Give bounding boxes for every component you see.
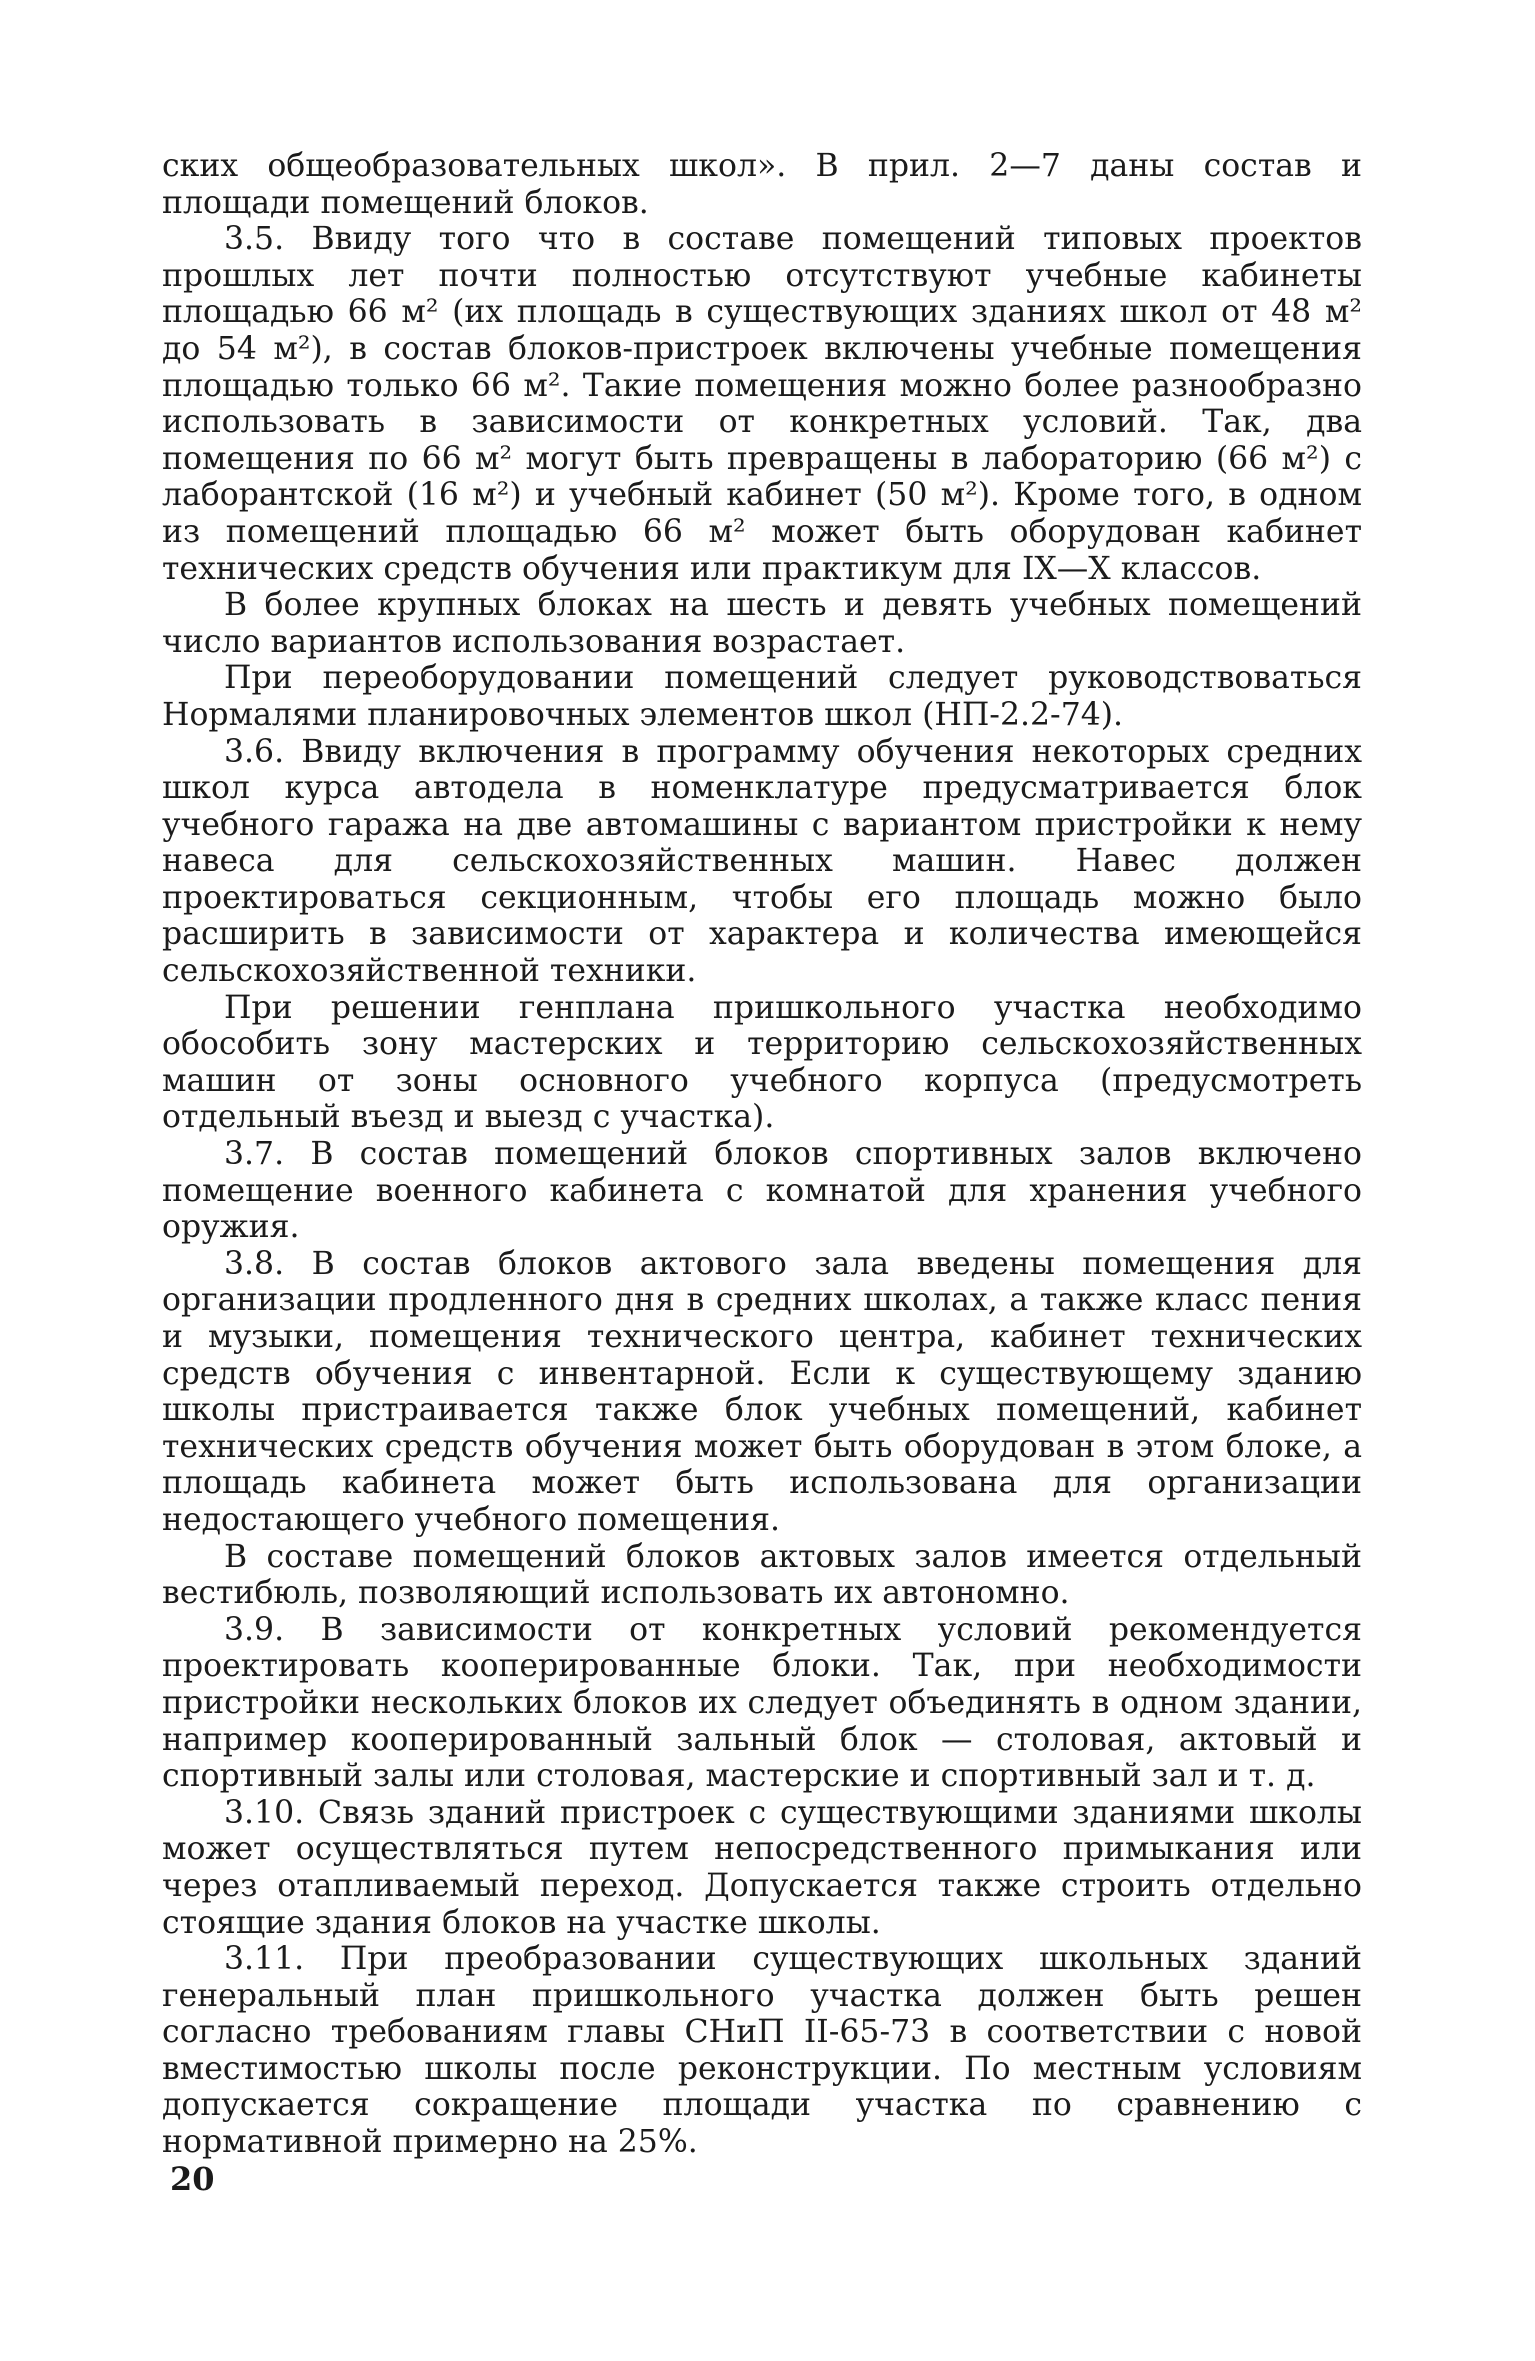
paragraph-3-5: 3.5. Ввиду того что в составе помещений типовых проектов прошлых лет почти полностью отсутствуют учебные кабинеты площадью 66 м² (их площадь в существующих зданиях школ от 48 м² до 54 м²), в состав блоков-пристроек включены учебные помещения площадью только 66 м². Такие помещения можно более разнообразно использовать в зависимости от конкретных условий. Так, два помещения по 66 м² могут быть превращены в лабораторию (66 м²) с лаборантской (16 м²) и учебный кабинет (50 м²). Кроме того, в одном из помещений площадью 66 м² может быть оборудован кабинет технических средств обучения или практикум для IX—X классов. (162, 221, 1362, 587)
paragraph-site-plan: При решении генплана пришкольного участка необходимо обособить зону мастерских и территорию сельскохозяйственных машин от зоны основного учебного корпуса (предусмотреть отдельный въезд и выезд с участка). (162, 989, 1362, 1136)
paragraph-assembly-hall-vestibule: В составе помещений блоков актовых залов имеется отдельный вестибюль, позволяющий использовать их автономно. (162, 1538, 1362, 1612)
paragraph-larger-blocks: В более крупных блоках на шесть и девять учебных помещений число вариантов использования возрастает. (162, 587, 1362, 660)
paragraph-3-6: 3.6. Ввиду включения в программу обучения некоторых средних школ курса автодела в номенклатуре предусматривается блок учебного гаража на две автомашины с вариантом пристройки к нему навеса для сельскохозяйственных машин. Навес должен проектироваться секционным, чтобы его площадь можно было расширить в зависимости от характера и количества имеющейся сельскохозяйственной техники. (162, 733, 1362, 990)
paragraph-3-7: 3.7. В состав помещений блоков спортивных залов включено помещение военного кабинета с комнатой для хранения учебного оружия. (162, 1136, 1362, 1246)
page-body (162, 148, 1362, 2161)
paragraph-3-9: 3.9. В зависимости от конкретных условий рекомендуется проектировать кооперированные блоки. Так, при необходимости пристройки нескольких блоков их следует объединять в одном здании, например кооперированный зальный блок — столовая, актовый и спортивный залы или столовая, мастерские и спортивный зал и т. д. (162, 1611, 1362, 1795)
paragraph-continuation: ских общеобразовательных школ». В прил. 2—7 даны состав и площади помещений блоков. (162, 148, 1362, 221)
paragraph-reequipment: При переоборудовании помещений следует руководствоваться Нормалями планировочных элементов школ (НП-2.2-74). (162, 660, 1362, 733)
paragraph-3-11: 3.11. При преобразовании существующих школьных зданий генеральный план пришкольного участка должен быть решен согласно требованиям главы СНиП II-65-73 в соответствии с новой вместимостью школы после реконструкции. По местным условиям допускается сокращение площади участка по сравнению с нормативной примерно на 25%. (162, 1941, 1362, 2161)
paragraph-3-8: 3.8. В состав блоков актового зала введены помещения для организации продленного дня в средних школах, а также класс пения и музыки, помещения технического центра, кабинет технических средств обучения с инвентарной. Если к существующему зданию школы пристраивается также блок учебных помещений, кабинет технических средств обучения может быть оборудован в этом блоке, а площадь кабинета может быть использована для организации недостающего учебного помещения. (162, 1245, 1362, 1538)
page-number: 20 (170, 2160, 215, 2198)
paragraph-3-10: 3.10. Связь зданий пристроек с существующими зданиями школы может осуществляться путем непосредственного примыкания или через отапливаемый переход. Допускается также строить отдельно стоящие здания блоков на участке школы. (162, 1794, 1362, 1941)
